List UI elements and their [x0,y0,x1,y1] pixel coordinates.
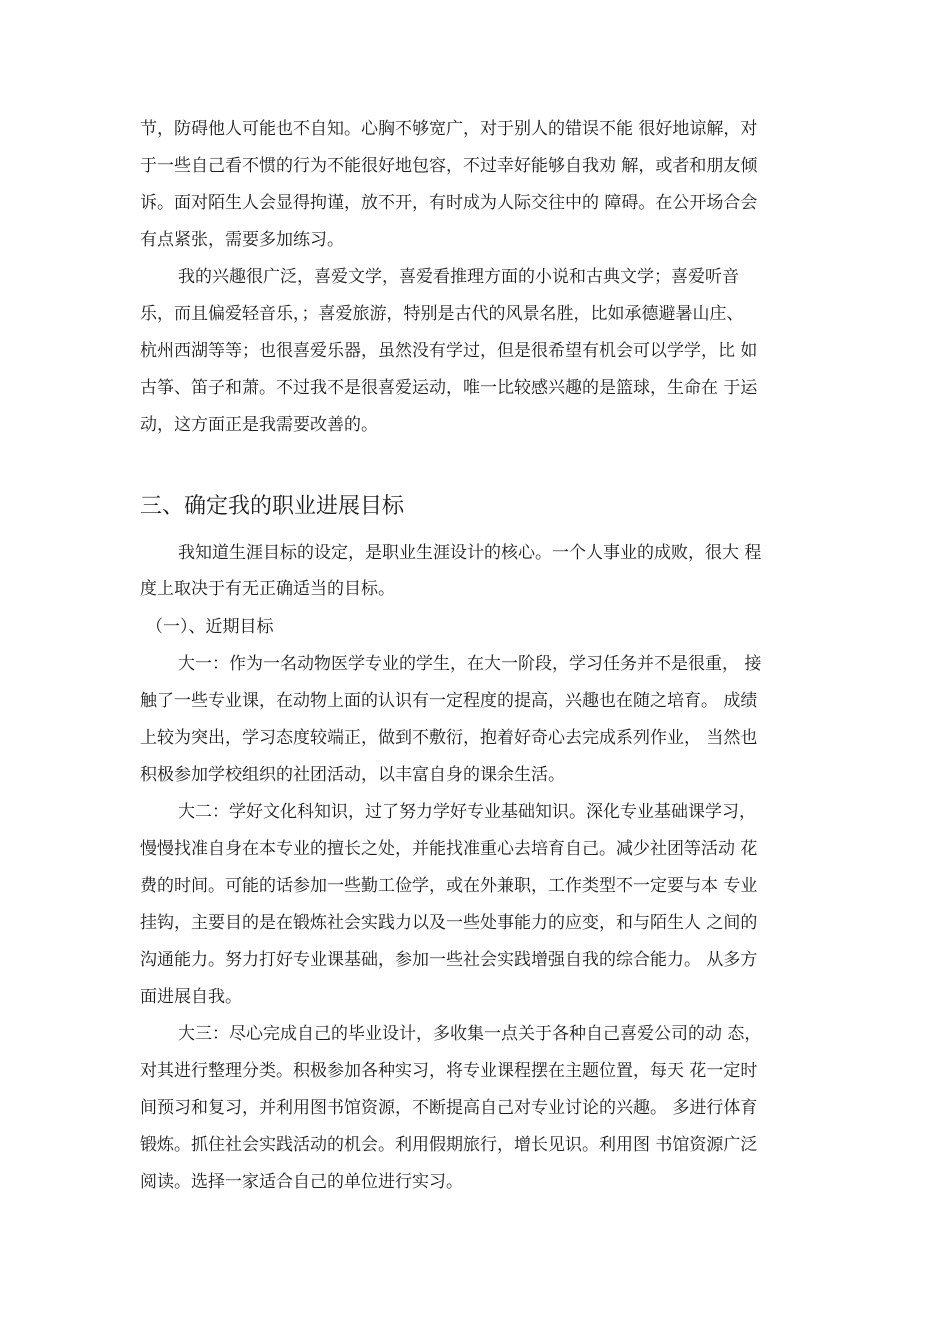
paragraph-line: 古筝、笛子和萧。不过我不是很喜爱运动，唯一比较感兴趣的是篮球，生命在 于运 [140,378,758,398]
paragraph-line: 上较为突出，学习态度较端正，做到不敷衍，抱着好奇心去完成系列作业， 当然也 [140,728,758,748]
paragraph-line: 我知道生涯目标的设定，是职业生涯设计的核心。一个人事业的成败，很大 程 [178,543,762,563]
paragraph-line: 于一些自己看不惯的行为不能很好地包容，不过幸好能够自我劝 解，或者和朋友倾 [140,156,758,176]
paragraph-line: 锻炼。抓住社会实践活动的机会。利用假期旅行，增长见识。利用图 书馆资源广泛 [140,1135,758,1155]
paragraph-line: 节，防碍他人可能也不自知。心胸不够宽广，对于别人的错误不能 很好地谅解，对 [140,119,758,139]
paragraph-line: 动，这方面正是我需要改善的。 [140,415,378,435]
paragraph-line: 沟通能力。努力打好专业课基础，参加一些社会实践增强自我的综合能力。 从多方 [140,950,758,970]
paragraph-line: 触了一些专业课，在动物上面的认识有一定程度的提高，兴趣也在随之培育。 成绩 [140,691,758,711]
paragraph-line: 面进展自我。 [140,987,242,1007]
paragraph-line: 我的兴趣很广泛，喜爱文学，喜爱看推理方面的小说和古典文学；喜爱听音 [178,267,739,287]
paragraph-line: 间预习和复习，并利用图书馆资源，不断提高自己对专业讨论的兴趣。 多进行体育 [140,1098,758,1118]
paragraph-line: 慢慢找准自身在本专业的擅长之处，并能找准重心去培育自己。减少社团等活动 花 [140,839,758,859]
paragraph-line: 度上取决于有无正确适当的目标。 [140,579,395,599]
paragraph-line: 费的时间。可能的话参加一些勤工俭学，或在外兼职，工作类型不一定要与本 专业 [140,876,758,896]
paragraph-line: 对其进行整理分类。积极参加各种实习，将专业课程摆在主题位置，每天 花一定时 [140,1061,758,1081]
paragraph-line: 阅读。选择一家适合自己的单位进行实习。 [140,1172,463,1192]
paragraph-line: 大一：作为一名动物医学专业的学生，在大一阶段，学习任务并不是很重， 接 [178,654,762,674]
paragraph-line: 乐，而且偏爱轻音乐，；喜爱旅游，特别是古代的风景名胜，比如承德避暑山庄、 [140,304,744,324]
paragraph-line: 杭州西湖等等；也很喜爱乐器，虽然没有学过，但是很希望有机会可以学学，比 如 [140,341,758,361]
paragraph-line: 积极参加学校组织的社团活动，以丰富自身的课余生活。 [140,765,565,785]
section-heading: 三、确定我的职业进展目标 [140,494,405,519]
paragraph-line: 大三：尽心完成自己的毕业设计，多收集一点关于各种自己喜爱公司的动 态， [178,1024,762,1044]
subheading: （一）、近期目标 [146,617,274,637]
paragraph-line: 挂钩，主要目的是在锻炼社会实践力以及一些处事能力的应变，和与陌生人 之间的 [140,913,758,933]
paragraph-line: 大二：学好文化科知识，过了努力学好专业基础知识。深化专业基础课学习， [178,802,756,822]
paragraph-line: 有点紧张，需要多加练习。 [140,230,344,250]
paragraph-line: 诉。面对陌生人会显得拘谨，放不开，有时成为人际交往中的 障碍。在公开场合会 [140,193,758,213]
